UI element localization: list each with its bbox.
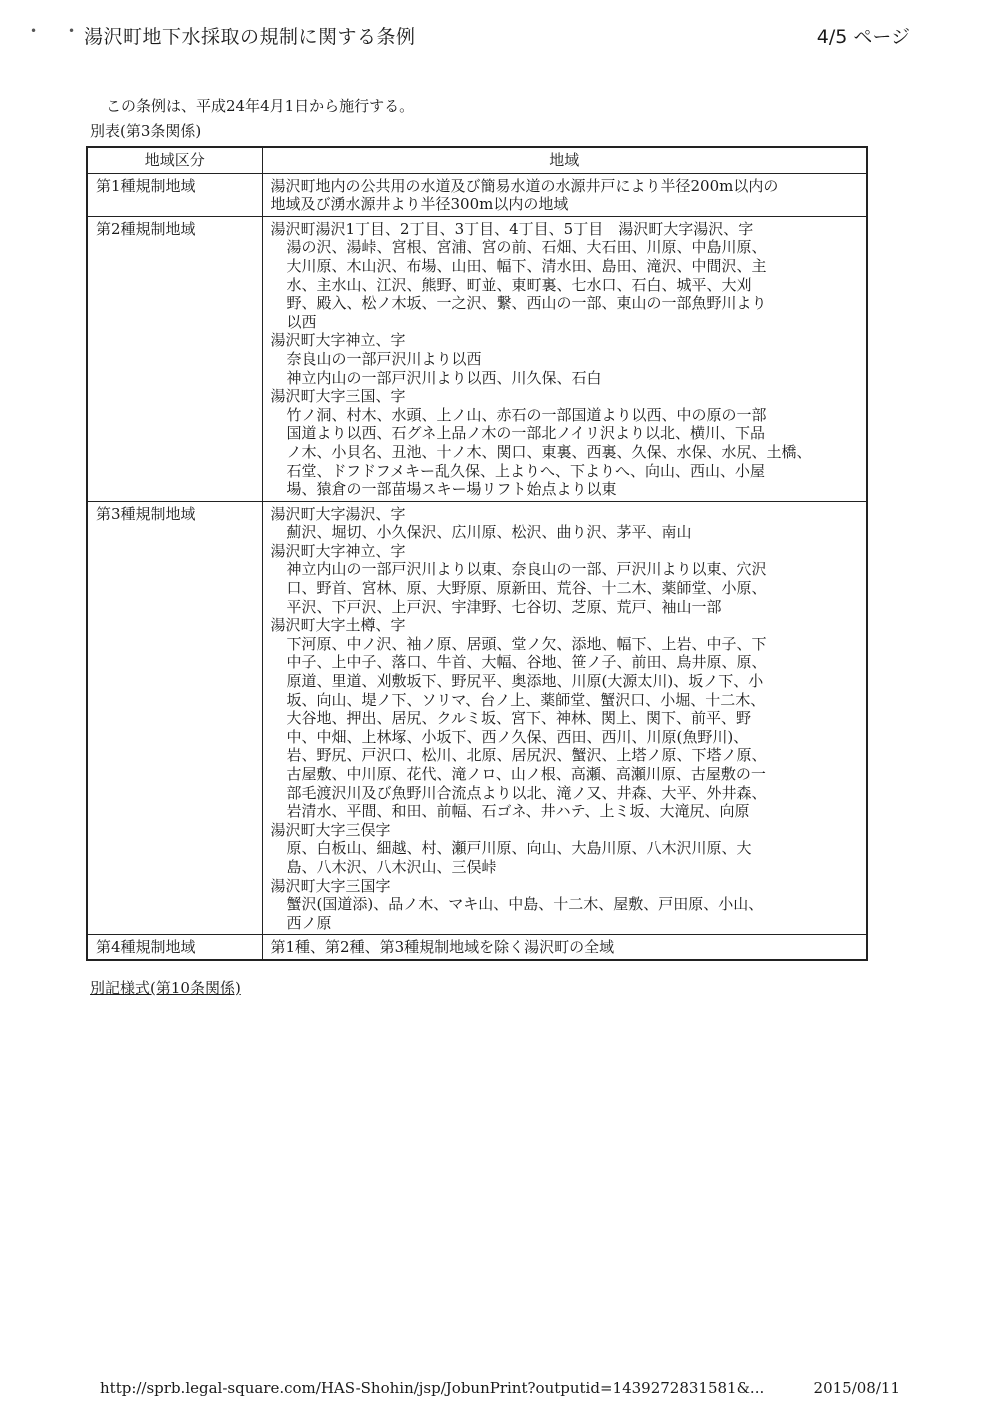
area-text-line: 中子、上中子、落口、牛首、大幅、谷地、笹ノ子、前田、鳥井原、原、 [286, 653, 767, 672]
area-text-line: 岩、野尻、戸沢口、松川、北原、居尻沢、蟹沢、上塔ノ原、下塔ノ原、 [286, 746, 767, 765]
area-text-line: 坂、向山、堤ノ下、ソリマ、台ノ上、薬師堂、蟹沢口、小堀、十二木、 [286, 690, 766, 709]
regulation-area-table [86, 146, 868, 961]
area-text-line: 大谷地、押出、居尻、クルミ坂、宮下、神林、関上、関下、前平、野 [286, 709, 752, 728]
area-text-line: 神立内山の一部戸沢川より以東、奈良山の一部、戸沢川より以東、穴沢 [286, 560, 767, 579]
region-category-cell: 第1種規制地域 [87, 173, 262, 216]
area-text-line: 湯沢町大字三国字 [270, 876, 391, 895]
region-category-cell: 第4種規制地域 [87, 935, 262, 960]
column-header-area: 地域 [262, 147, 867, 173]
area-text-line: 野、殿入、松ノ木坂、一之沢、繋、西山の一部、東山の一部魚野川より [286, 294, 767, 313]
area-text-line: 島、八木沢、八木沢山、三俣峠 [286, 857, 497, 876]
area-text-line: 湯沢町大字三国、字 [270, 387, 406, 406]
area-text-line: 湯沢町大字土樽、字 [270, 616, 406, 635]
area-text-line: 奈良山の一部戸沢川より以西 [286, 349, 482, 368]
footer-date: 2015/08/11 [813, 1379, 900, 1397]
area-text-line: 口、野首、宮林、原、大野原、原新田、荒谷、十二木、薬師堂、小原、 [286, 579, 767, 598]
area-text-line: 水、主水山、江沢、熊野、町並、東町裏、七水口、石白、城平、大刈 [286, 275, 752, 294]
table-header-row [87, 147, 867, 173]
area-text-line: 西ノ原 [286, 913, 332, 932]
area-text-line: 第1種、第2種、第3種規制地域を除く湯沢町の全域 [270, 938, 615, 957]
area-text-line: 下河原、中ノ沢、袖ノ原、居頭、堂ノ欠、添地、幅下、上岩、中子、下 [286, 634, 767, 653]
region-area-cell [262, 935, 867, 960]
area-text-line: 湯沢町大字三俣字 [270, 820, 391, 839]
annex-form-link[interactable]: 別記様式(第10条関係) [90, 979, 241, 997]
table-row [87, 501, 867, 935]
area-text-line: 古屋敷、中川原、花代、滝ノロ、山ノ根、高瀬、高瀬川原、古屋敷の一 [286, 765, 766, 783]
table-caption: 別表(第3条関係) [90, 122, 202, 140]
area-text-line: 中、中畑、上林塚、小坂下、西ノ久保、西田、西川、川原(魚野川)、 [286, 727, 749, 746]
region-area-cell [262, 501, 867, 935]
area-text-line: 原道、里道、刈敷坂下、野尻平、奥添地、川原(大源太川)、坂ノ下、小 [286, 672, 764, 691]
area-text-line: 蟹沢(国道添)、品ノ木、マキ山、中島、十二木、屋敷、戸田原、小山、 [286, 895, 764, 914]
area-text-line: 平沢、下戸沢、上戸沢、宇津野、七谷切、芝原、荒戸、袖山一部 [286, 597, 722, 616]
region-area-cell [262, 173, 867, 216]
area-text-line: 大川原、木山沢、布場、山田、幅下、清水田、島田、滝沢、中間沢、主 [286, 256, 767, 275]
area-text-line: 湯の沢、湯峠、宮根、宮浦、宮の前、石畑、大石田、川原、中島川原、 [286, 238, 767, 257]
area-text-line: 石堂、ドフドフメキー乱久保、上よりへ、下よりへ、向山、西山、小屋 [286, 461, 766, 480]
table-row [87, 173, 867, 216]
area-text-line: 部毛渡沢川及び魚野川合流点より以北、滝ノ又、井森、大平、外井森、 [286, 783, 767, 802]
region-category-cell: 第3種規制地域 [87, 501, 262, 935]
table-row [87, 935, 867, 960]
document-title: 湯沢町地下水採取の規制に関する条例 [84, 26, 416, 48]
area-text-line: 神立内山の一部戸沢川より以西、川久保、石白 [286, 368, 602, 387]
area-text-line: 湯沢町湯沢1丁目、2丁目、3丁目、4丁目、5丁目 湯沢町大字湯沢、字 [270, 219, 754, 238]
region-category-cell: 第2種規制地域 [87, 216, 262, 501]
area-text-line: 竹ノ洞、村木、水頭、上ノ山、赤石の一部国道より以西、中の原の一部 [286, 405, 767, 424]
area-text-line: 以西 [286, 312, 317, 331]
area-text-line: 湯沢町大字神立、字 [270, 541, 406, 560]
area-text-line: ノ木、小貝名、丑池、十ノ木、関口、東裏、西裏、久保、水保、水尻、土橋、 [286, 442, 812, 461]
area-text-line: 地域及び湧水源井より半径300m以内の地域 [270, 195, 569, 214]
area-text-line: 場、猿倉の一部苗場スキー場リフト始点より以東 [286, 480, 617, 499]
area-text-line: 湯沢町大字湯沢、字 [270, 504, 406, 523]
table-row [87, 216, 867, 501]
table-body [87, 173, 867, 960]
area-text-line: 薊沢、堀切、小久保沢、広川原、松沢、曲り沢、茅平、南山 [286, 523, 692, 542]
area-text-line: 国道より以西、石グネ上品ノ木の一部北ノイリ沢より以北、横川、下品 [286, 424, 766, 443]
bullet-mark: • [30, 24, 38, 38]
bullet-mark: • [68, 24, 76, 38]
region-area-cell [262, 216, 867, 501]
enforcement-clause: この条例は、平成24年4月1日から施行する。 [106, 97, 415, 115]
area-text-line: 湯沢町地内の公共用の水道及び簡易水道の水源井戸により半径200m以内の [270, 176, 779, 195]
page-header [30, 22, 910, 52]
area-text-line: 岩清水、平間、和田、前幅、石ゴネ、井ハテ、上ミ坂、大滝尻、向原 [286, 802, 750, 821]
footer-url: http://sprb.legal-square.com/HAS-Shohin/jsp/JobunPrint?outputid=1439272831581&... [100, 1379, 765, 1397]
column-header-category: 地域区分 [87, 147, 262, 173]
area-text-line: 原、白板山、細越、村、瀬戸川原、向山、大島川原、八木沢川原、大 [286, 839, 752, 858]
area-text-line: 湯沢町大字神立、字 [270, 331, 406, 350]
page-number: 4/5 ページ [816, 26, 910, 48]
